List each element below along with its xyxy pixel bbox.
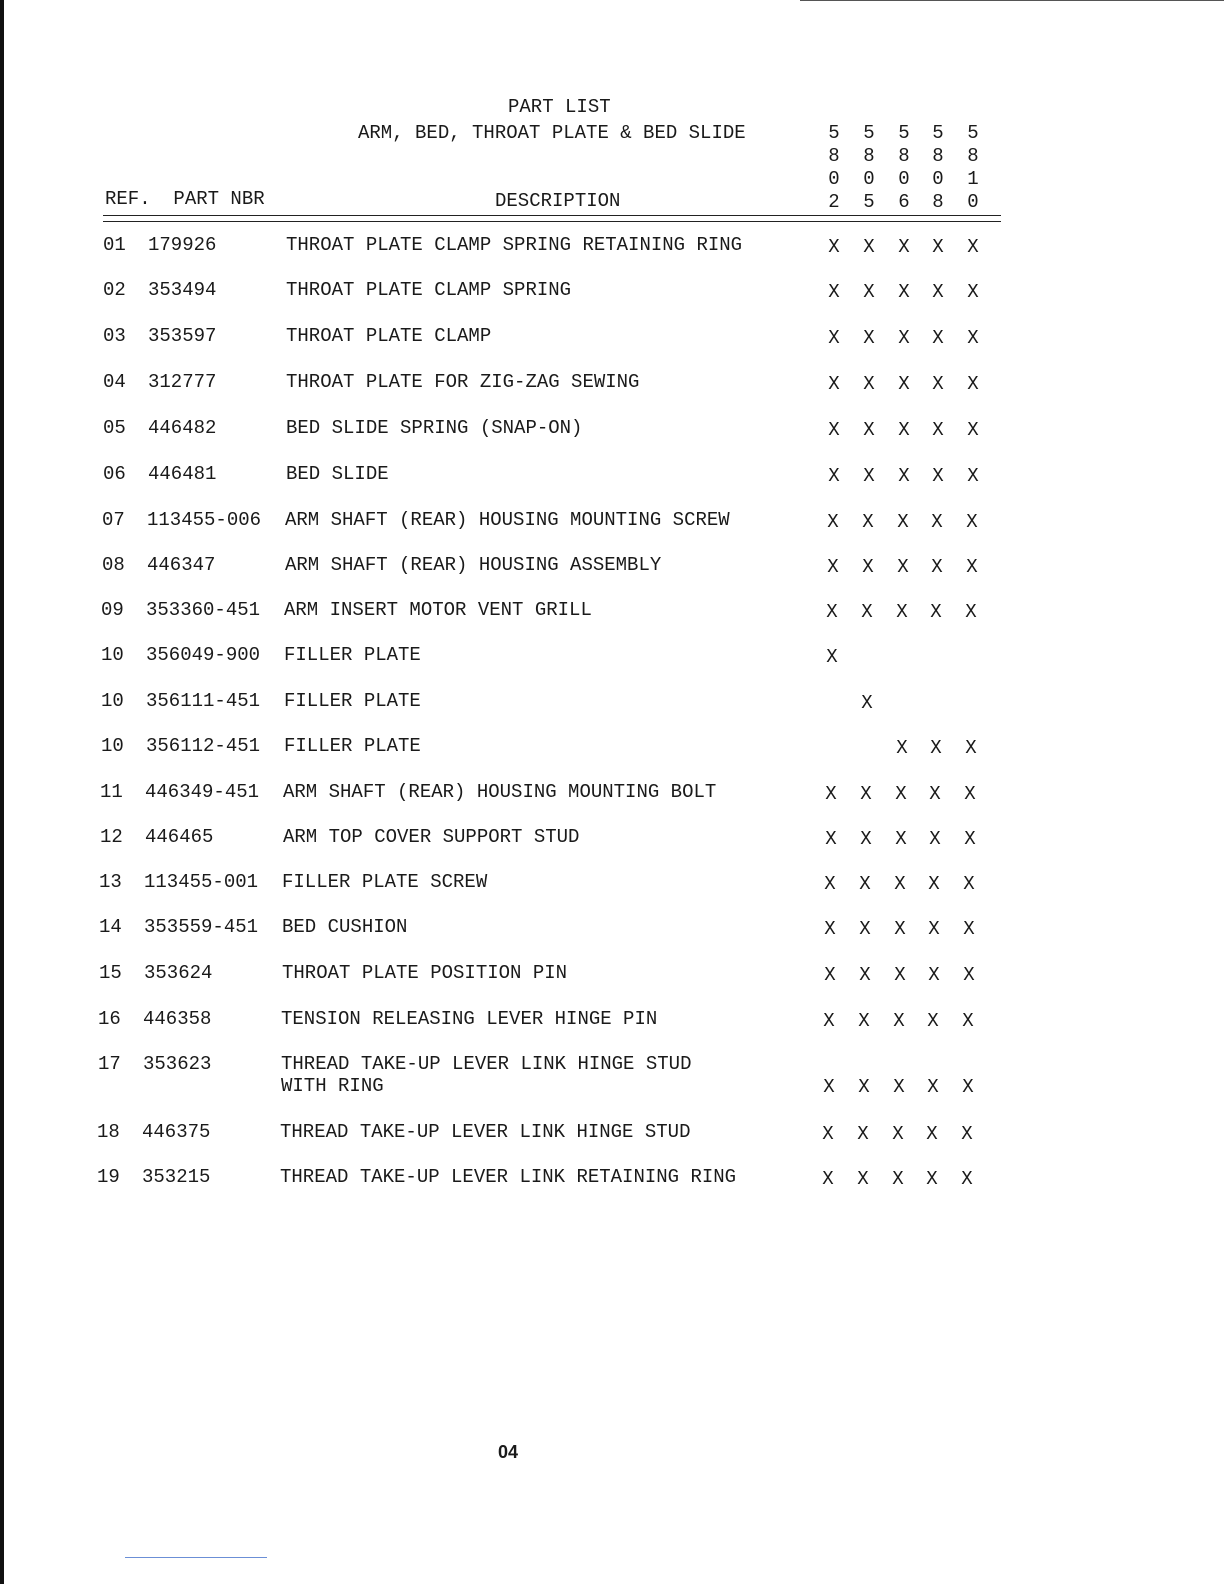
model-fit-mark: X: [931, 556, 943, 578]
part-number: 446481: [148, 463, 217, 485]
model-fit-mark: X: [822, 1168, 834, 1190]
table-row: [0, 826, 1224, 866]
model-fit-mark: X: [897, 511, 909, 533]
model-fit-mark: X: [896, 601, 908, 623]
ref-number: 16: [98, 1008, 121, 1030]
part-number: 353215: [142, 1166, 211, 1188]
model-fit-mark: X: [927, 1010, 939, 1032]
description-line: THROAT PLATE CLAMP SPRING: [286, 279, 572, 301]
model-fit-mark: X: [930, 737, 942, 759]
model-fit-mark: X: [929, 783, 941, 805]
model-fit-mark: X: [961, 1168, 973, 1190]
description-line: FILLER PLATE: [284, 690, 421, 712]
description-line: ARM SHAFT (REAR) HOUSING MOUNTING SCREW: [285, 509, 730, 531]
ref-number: 10: [101, 735, 124, 757]
table-row: [0, 916, 1224, 956]
page-top-edge: [800, 0, 1224, 1]
model-fit-mark: X: [926, 1123, 938, 1145]
model-digit: 5: [863, 122, 875, 144]
model-digit: 2: [828, 191, 840, 213]
model-fit-mark: X: [962, 1010, 974, 1032]
model-fit-mark: X: [861, 601, 873, 623]
model-fit-mark: X: [828, 327, 840, 349]
model-fit-mark: X: [932, 373, 944, 395]
model-fit-mark: X: [860, 783, 872, 805]
description-line: FILLER PLATE SCREW: [282, 871, 488, 893]
model-fit-mark: X: [931, 511, 943, 533]
table-row: [0, 554, 1224, 594]
ref-number: 12: [100, 826, 123, 848]
model-fit-mark: X: [894, 873, 906, 895]
model-fit-mark: X: [897, 556, 909, 578]
model-fit-mark: X: [859, 873, 871, 895]
model-fit-mark: X: [898, 281, 910, 303]
model-fit-mark: X: [828, 281, 840, 303]
part-number: 446347: [147, 554, 216, 576]
ref-number: 03: [103, 325, 126, 347]
model-digit: 5: [967, 122, 979, 144]
model-digit: 0: [898, 168, 910, 190]
model-fit-mark: X: [965, 601, 977, 623]
model-fit-mark: X: [896, 737, 908, 759]
model-fit-mark: X: [967, 236, 979, 258]
model-digit: 0: [828, 168, 840, 190]
model-column-header: [928, 122, 948, 214]
model-fit-mark: X: [963, 964, 975, 986]
table-row: [0, 417, 1224, 457]
ref-number: 04: [103, 371, 126, 393]
model-fit-mark: X: [932, 281, 944, 303]
model-fit-mark: X: [932, 236, 944, 258]
table-row: [0, 1166, 1224, 1206]
part-number: 353360-451: [146, 599, 261, 621]
description-line: TENSION RELEASING LEVER HINGE PIN: [281, 1008, 658, 1030]
part-description: [285, 554, 661, 576]
model-fit-mark: X: [967, 465, 979, 487]
model-fit-mark: X: [965, 737, 977, 759]
part-description: [286, 371, 639, 393]
part-number: 353494: [148, 279, 217, 301]
model-fit-mark: X: [859, 964, 871, 986]
description-line: THROAT PLATE FOR ZIG-ZAG SEWING: [286, 371, 640, 393]
ref-number: 07: [102, 509, 125, 531]
part-description: [284, 644, 421, 666]
description-line: ARM INSERT MOTOR VENT GRILL: [284, 599, 592, 621]
model-fit-mark: X: [863, 419, 875, 441]
model-fit-mark: X: [962, 1076, 974, 1098]
ref-number: 06: [103, 463, 126, 485]
model-digit: 8: [932, 191, 944, 213]
table-row: [0, 1008, 1224, 1048]
part-description: [284, 599, 592, 621]
table-row: [0, 644, 1224, 684]
part-description: [282, 916, 407, 938]
table-row: [0, 735, 1224, 775]
model-fit-mark: X: [928, 918, 940, 940]
model-fit-mark: X: [928, 873, 940, 895]
ref-number: 05: [103, 417, 126, 439]
part-description: [283, 781, 716, 803]
model-fit-mark: X: [824, 873, 836, 895]
description-line: FILLER PLATE: [284, 644, 421, 666]
part-description: [282, 962, 567, 984]
model-digit: 8: [828, 145, 840, 167]
table-row: [0, 871, 1224, 911]
ref-number: 11: [100, 781, 123, 803]
model-fit-mark: X: [822, 1123, 834, 1145]
model-fit-mark: X: [961, 1123, 973, 1145]
part-number: 446482: [148, 417, 217, 439]
description-line: THREAD TAKE-UP LEVER LINK RETAINING RING: [280, 1166, 737, 1188]
model-fit-mark: X: [858, 1076, 870, 1098]
model-fit-mark: X: [893, 1010, 905, 1032]
table-row: [0, 509, 1224, 549]
model-column-header: [894, 122, 914, 214]
ref-number: 01: [103, 234, 126, 256]
part-number: 353623: [143, 1053, 212, 1075]
header-description: DESCRIPTION: [495, 190, 621, 212]
model-fit-mark: X: [825, 828, 837, 850]
model-fit-mark: X: [898, 236, 910, 258]
table-row: [0, 962, 1224, 1002]
model-fit-mark: X: [863, 236, 875, 258]
model-fit-mark: X: [827, 511, 839, 533]
model-fit-mark: X: [967, 281, 979, 303]
model-fit-mark: X: [926, 1168, 938, 1190]
model-fit-mark: X: [828, 236, 840, 258]
part-number: 446375: [142, 1121, 211, 1143]
model-fit-mark: X: [863, 465, 875, 487]
model-digit: 6: [898, 191, 910, 213]
model-column-header: [824, 122, 844, 214]
part-description: [284, 690, 421, 712]
description-line: BED CUSHION: [282, 916, 408, 938]
model-fit-mark: X: [858, 1010, 870, 1032]
model-fit-mark: X: [930, 601, 942, 623]
ref-number: 09: [101, 599, 124, 621]
model-fit-mark: X: [892, 1168, 904, 1190]
part-description: [281, 1008, 657, 1030]
model-fit-mark: X: [823, 1076, 835, 1098]
ref-number: 18: [97, 1121, 120, 1143]
model-digit: 8: [898, 145, 910, 167]
part-number: 353559-451: [144, 916, 259, 938]
table-row: [0, 690, 1224, 730]
ref-number: 10: [101, 644, 124, 666]
model-fit-mark: X: [892, 1123, 904, 1145]
model-fit-mark: X: [895, 783, 907, 805]
model-fit-mark: X: [894, 964, 906, 986]
page-title: PART LIST: [508, 96, 611, 118]
model-fit-mark: X: [863, 327, 875, 349]
ref-number: 17: [98, 1053, 121, 1075]
model-fit-mark: X: [862, 556, 874, 578]
model-digit: 5: [932, 122, 944, 144]
description-line: ARM SHAFT (REAR) HOUSING MOUNTING BOLT: [283, 781, 717, 803]
description-line: THROAT PLATE POSITION PIN: [282, 962, 568, 984]
model-fit-mark: X: [964, 828, 976, 850]
model-fit-mark: X: [963, 873, 975, 895]
model-fit-mark: X: [857, 1123, 869, 1145]
model-fit-mark: X: [967, 419, 979, 441]
table-row: [0, 599, 1224, 639]
part-number: 356111-451: [146, 690, 261, 712]
model-digit: 8: [932, 145, 944, 167]
model-fit-mark: X: [828, 419, 840, 441]
part-description: [280, 1121, 690, 1143]
part-description: [286, 463, 389, 485]
part-description: [286, 417, 582, 439]
description-line: THROAT PLATE CLAMP: [286, 325, 492, 347]
model-fit-mark: X: [859, 918, 871, 940]
model-fit-mark: X: [932, 419, 944, 441]
model-fit-mark: X: [860, 828, 872, 850]
part-number: 312777: [148, 371, 217, 393]
description-line: THREAD TAKE-UP LEVER LINK HINGE STUD: [280, 1121, 691, 1143]
model-fit-mark: X: [823, 1010, 835, 1032]
model-fit-mark: X: [932, 327, 944, 349]
model-fit-mark: X: [963, 918, 975, 940]
model-fit-mark: X: [828, 373, 840, 395]
ref-number: 02: [103, 279, 126, 301]
part-description: [283, 826, 579, 848]
table-row: [0, 325, 1224, 365]
description-line: BED SLIDE SPRING (SNAP-ON): [286, 417, 583, 439]
part-number: 113455-006: [147, 509, 262, 531]
model-fit-mark: X: [862, 511, 874, 533]
model-digit: 8: [863, 145, 875, 167]
model-fit-mark: X: [895, 828, 907, 850]
description-line: FILLER PLATE: [284, 735, 421, 757]
part-number: 446358: [143, 1008, 212, 1030]
table-row: [0, 234, 1224, 274]
header-part-nbr: PART NBR: [173, 188, 265, 210]
header-ref: REF.: [105, 188, 151, 210]
part-description: [286, 279, 571, 301]
part-number: 353624: [144, 962, 213, 984]
model-fit-mark: X: [825, 783, 837, 805]
part-number: 353597: [148, 325, 217, 347]
description-line: ARM SHAFT (REAR) HOUSING ASSEMBLY: [285, 554, 662, 576]
description-line: THROAT PLATE CLAMP SPRING RETAINING RING: [286, 234, 743, 256]
model-fit-mark: X: [893, 1076, 905, 1098]
model-fit-mark: X: [824, 964, 836, 986]
ref-number: 10: [101, 690, 124, 712]
description-line: BED SLIDE: [286, 463, 389, 485]
table-row: [0, 463, 1224, 503]
model-digit: 5: [898, 122, 910, 144]
model-fit-mark: X: [967, 327, 979, 349]
model-fit-mark: X: [932, 465, 944, 487]
model-fit-mark: X: [824, 918, 836, 940]
part-description: [280, 1166, 736, 1188]
model-fit-mark: X: [898, 465, 910, 487]
part-description: [286, 325, 491, 347]
model-fit-mark: X: [894, 918, 906, 940]
page-subtitle: ARM, BED, THROAT PLATE & BED SLIDE: [358, 122, 746, 144]
header-ref-part: [105, 188, 265, 210]
model-fit-mark: X: [826, 601, 838, 623]
part-number: 356049-900: [146, 644, 261, 666]
model-fit-mark: X: [898, 419, 910, 441]
part-description: [285, 509, 730, 531]
model-column-header: [963, 122, 983, 214]
scan-artifact-line: [125, 1557, 267, 1558]
model-digit: 5: [863, 191, 875, 213]
ref-number: 19: [97, 1166, 120, 1188]
model-fit-mark: X: [966, 511, 978, 533]
model-fit-mark: X: [928, 964, 940, 986]
part-number: 446465: [145, 826, 214, 848]
model-digit: 8: [967, 145, 979, 167]
description-line: WITH RING: [281, 1075, 384, 1097]
model-column-header: [859, 122, 879, 214]
ref-number: 15: [99, 962, 122, 984]
page-number: 04: [498, 1442, 519, 1462]
description-line: ARM TOP COVER SUPPORT STUD: [283, 826, 580, 848]
table-row: [0, 1121, 1224, 1161]
part-number: 356112-451: [146, 735, 261, 757]
part-description: [281, 1053, 691, 1097]
model-fit-mark: X: [828, 465, 840, 487]
header-separator: [103, 215, 1001, 222]
model-fit-mark: X: [964, 783, 976, 805]
model-fit-mark: X: [827, 556, 839, 578]
table-row: [0, 279, 1224, 319]
table-row: [0, 371, 1224, 411]
model-fit-mark: X: [861, 692, 873, 714]
description-line: THREAD TAKE-UP LEVER LINK HINGE STUD: [281, 1053, 692, 1075]
model-fit-mark: X: [857, 1168, 869, 1190]
model-fit-mark: X: [966, 556, 978, 578]
model-fit-mark: X: [927, 1076, 939, 1098]
model-fit-mark: X: [863, 281, 875, 303]
model-digit: 0: [967, 191, 979, 213]
part-description: [286, 234, 742, 256]
model-fit-mark: X: [898, 373, 910, 395]
part-number: 446349-451: [145, 781, 260, 803]
part-description: [282, 871, 487, 893]
model-fit-mark: X: [929, 828, 941, 850]
model-digit: 0: [932, 168, 944, 190]
ref-number: 08: [102, 554, 125, 576]
model-fit-mark: X: [826, 646, 838, 668]
ref-number: 13: [99, 871, 122, 893]
ref-number: 14: [99, 916, 122, 938]
model-fit-mark: X: [863, 373, 875, 395]
part-number: 179926: [148, 234, 217, 256]
table-row: [0, 1053, 1224, 1098]
model-digit: 5: [828, 122, 840, 144]
table-row: [0, 781, 1224, 821]
model-fit-mark: X: [967, 373, 979, 395]
model-digit: 1: [967, 168, 979, 190]
part-number: 113455-001: [144, 871, 259, 893]
model-fit-mark: X: [898, 327, 910, 349]
part-description: [284, 735, 421, 757]
model-digit: 0: [863, 168, 875, 190]
